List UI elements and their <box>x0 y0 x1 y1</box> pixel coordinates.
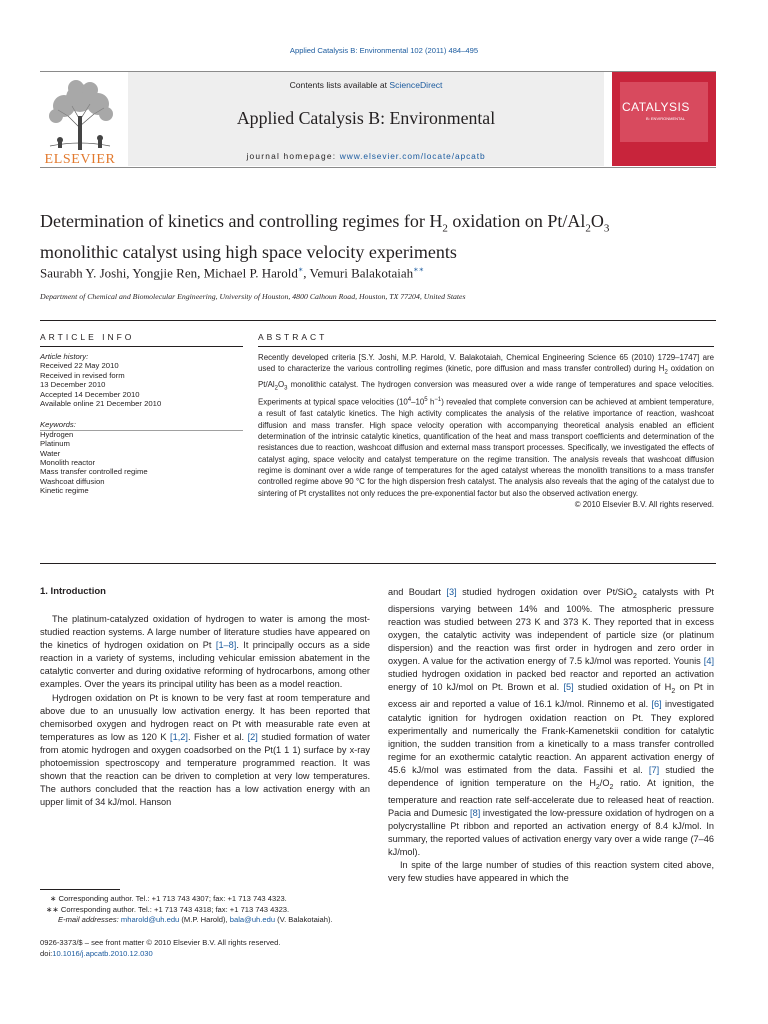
article-info-heading: ARTICLE INFO <box>40 332 135 342</box>
footnote-rule <box>40 889 120 890</box>
history-item: Received 22 May 2010 <box>40 361 119 371</box>
reference-link[interactable]: [7] <box>648 764 660 775</box>
author-mark-balakotaiah[interactable]: ∗∗ <box>413 265 425 274</box>
history-item: Accepted 14 December 2010 <box>40 389 140 399</box>
issn-line: 0926-3373/$ – see front matter © 2010 Elsevier B.V. All rights reserved. <box>40 938 281 947</box>
journal-cover <box>612 72 716 166</box>
reference-link[interactable]: [3] <box>446 587 457 597</box>
reference-link[interactable]: [1–8] <box>215 640 237 651</box>
footnote-1: ∗ Corresponding author. Tel.: +1 713 743 4307; fax: +1 713 743 4323. <box>50 894 287 903</box>
article-info <box>40 352 243 496</box>
sciencedirect-link[interactable]: ScienceDirect <box>389 80 443 90</box>
doi-line: doi:10.1016/j.apcatb.2010.12.030 <box>40 948 153 958</box>
affiliation: Department of Chemical and Biomolecular Engineering, University of Houston, 4800 Calhoun Road, Houston, TX 77204, United States <box>40 292 466 301</box>
keyword: Mass transfer controlled regime <box>40 467 148 477</box>
keyword: Water <box>40 448 61 458</box>
history-item: Received in revised form <box>40 370 125 380</box>
history-item: 13 December 2010 <box>40 380 106 390</box>
author-mark-harold[interactable]: ∗ <box>297 265 304 274</box>
homepage-link[interactable]: www.elsevier.com/locate/apcatb <box>339 151 486 161</box>
intro-paragraph: Hydrogen oxidation on Pt is known to be very fast at room temperature and above due to an unusually low activation energy. It has been reported that chemisorbed oxygen and hydrogen react on Pt with measurable rate even at temperatures as low as 120 K [1,2]. Fisher et al. [2] studied formation of water from atomic hydrogen and oxygen coadsorbed on the Pt(1 1 1) surface by x-ray photoemission spectroscopy and temperature programmed reaction. It was shown that the reaction can be driven to completion at very low temperatures. The authors concluded that the reaction has a low activation energy with an upper limit of 34 kJ/mol. Hanson <box>40 692 371 808</box>
reference-link[interactable]: [5] <box>563 682 574 693</box>
reference-link[interactable]: [1,2] <box>170 731 188 742</box>
abstract-copyright: © 2010 Elsevier B.V. All rights reserved. <box>574 499 714 509</box>
article-title: Determination of kinetics and controlling regimes for $H_2$ oxidation on $Pt/Al_2O_3$ monolithic catalyst using high space velocity experiments <box>40 211 610 262</box>
email-link-balakotaiah[interactable]: bala@uh.edu <box>229 915 276 925</box>
issn-block <box>40 938 400 959</box>
abstract-text <box>258 352 714 510</box>
abstract-heading: ABSTRACT <box>258 332 328 342</box>
journal-citation[interactable]: Applied Catalysis B: Environmental 102 (2011) 484–495 <box>289 46 479 55</box>
elsevier-tree-logo <box>40 76 120 152</box>
cover-subtitle: B: ENVIRONMENTAL <box>646 116 686 121</box>
journal-homepage: journal homepage: www.elsevier.com/locate/apcatb <box>246 151 486 161</box>
abstract-paragraph: Recently developed criteria [S.Y. Joshi, M.P. Harold, V. Balakotaiah, Chemical Engineering Science 65 (2010) 1729–1747] are used to characterize the various controlling regimes (kinetic, pore diffusion and mass transfer controlled) during $H_2$ oxidation on $Pt/Al_2O_3$ monolithic catalyst. The hydrogen conversion was measured over a wide range of temperatures and space velocities. Experiments at typical space velocities ($10^4-10^5$ $h^{-1}$) revealed that complete conversion can be achieved at ambient temperature, a result of fast catalytic kinetics. The high activity complicates the analysis of the relative importance of reaction, washcoat diffusion and mass transfer. High space velocity operation with accompanying theoretical analysis enabled an efficient determination of the intrinsic catalytic kinetics, quantification of the heat and mass transport coefficients and determination of the resistances due to reaction, washcoat diffusion and external mass transport processes. Specifically, we investigated the effects of catalyst aging, space velocity and catalyst temperature on the regime transition. The analysis reveals that washcoat diffusion regime is dominant over a wide range of temperatures for the aged catalyst whereas the monolith transitions to a mass transfer controlled regime above 90 °C for the high dispersion fresh catalyst. The analysis also reveals that the aging of the catalyst due to sintering of Pt crystallites not only reduces the pre-exponential factor but also the observed activation energy. <box>258 353 714 498</box>
elsevier-logo-text: ELSEVIER <box>44 152 116 167</box>
keyword: Kinetic regime <box>40 486 89 496</box>
journal-title: Applied Catalysis B: Environmental <box>236 108 496 128</box>
keyword: Hydrogen <box>40 429 74 439</box>
doi-link[interactable]: 10.1016/j.apcatb.2010.12.030 <box>52 948 153 958</box>
header-rule <box>40 320 716 321</box>
reference-link[interactable]: [8] <box>470 807 481 818</box>
abstract-rule-bottom <box>40 563 716 564</box>
keywords-label: Keywords: <box>40 420 76 430</box>
footnote-2: ∗∗ Corresponding author. Tel.: +1 713 743 4318; fax: +1 713 743 4323. <box>46 904 290 914</box>
keyword: Platinum <box>40 439 70 449</box>
reference-link[interactable]: [6] <box>651 699 662 710</box>
intro-paragraph: and Boudart [3] studied hydrogen oxidation over Pt/SiO$_2$ catalysts with Pt dispersions varying between 14% and 100%. The atmospheric pressure reaction was studied between 273 K and 373 K. They reported that in excess oxygen, the catalytic activity was independent of particle size (or platinum dispersion) and the reaction was first order in hydrogen and zero order in oxygen. A value for the activation energy of 7.5 kJ/mol was reported. Younis [4] studied hydrogen oxidation in packed bed reactor and reported an activation energy of 10 kJ/mol on Pt. Brown et al. [5] studied oxidation of $H_2$ on Pt in excess air and reported a value of 16.1 kJ/mol. Rinnemo et al. [6] investigated catalytic ignition for hydrogen oxidation reaction on Pt. They explored experimentally and numerically the Frank-Kamenetskii condition for catalytic ignition, the sudden transition from a kinetically to a mass transfer controlled regime for an exothermic catalytic reaction. An apparent activation energy of 45.6 kJ/mol was estimated from the data. Fassihi et al. [7] studied the dependence of ignition temperature on the $H_2/O_2$ ratio. At ignition, the temperature and reaction rate self-accelerate due to released heat of reaction. Pacia and Dumesic [8] investigated the low-pressure oxidation of hydrogen on a polycrystalline Pt ribbon and reported an activation energy of 8.4 kJ/mol. In summary, the reported values of activation energy vary over a wide range (7–46 kJ/mol). <box>388 587 714 858</box>
author-list: Saurabh Y. Joshi, Yongjie Ren, Michael P. Harold∗, Vemuri Balakotaiah∗∗ <box>40 265 425 281</box>
keyword: Washcoat diffusion <box>40 476 105 486</box>
email-link-harold[interactable]: mharold@uh.edu <box>120 915 180 925</box>
body-column-right <box>388 586 714 886</box>
reference-link[interactable]: [4] <box>703 656 714 667</box>
reference-link[interactable]: [2] <box>247 731 258 742</box>
history-label: Article history: <box>40 352 89 361</box>
intro-paragraph: In spite of the large number of studies of this reaction system cited above, very few studies have appeared in which the <box>388 860 714 884</box>
contents-line: Contents lists available at ScienceDirect <box>289 80 443 90</box>
section-heading-introduction: 1. Introduction <box>40 586 106 597</box>
footnotes <box>40 894 370 926</box>
body-column-left <box>40 613 370 809</box>
keyword: Monolith reactor <box>40 458 96 468</box>
info-rule-top <box>40 346 243 347</box>
history-item: Available online 21 December 2010 <box>40 399 162 409</box>
intro-paragraph: The platinum-catalyzed oxidation of hydrogen to water is among the most-studied reaction systems. A large number of literature studies have appeared on the kinetics of hydrogen oxidation on Pt [1–8]. It principally occurs as a side reaction in a variety of systems, including vehicular emission abatement in the catalytic converter and during oxidative reforming of hydrocarbons, among other examples. Over the years its principal utility has been as a model reaction. <box>40 614 370 690</box>
masthead-bottom-rule <box>40 167 716 168</box>
cover-title: CATALYSIS <box>622 100 690 114</box>
footnote-emails: E-mail addresses: mharold@uh.edu (M.P. Harold), bala@uh.edu (V. Balakotaiah). <box>58 915 333 925</box>
abstract-rule-top <box>258 346 714 347</box>
